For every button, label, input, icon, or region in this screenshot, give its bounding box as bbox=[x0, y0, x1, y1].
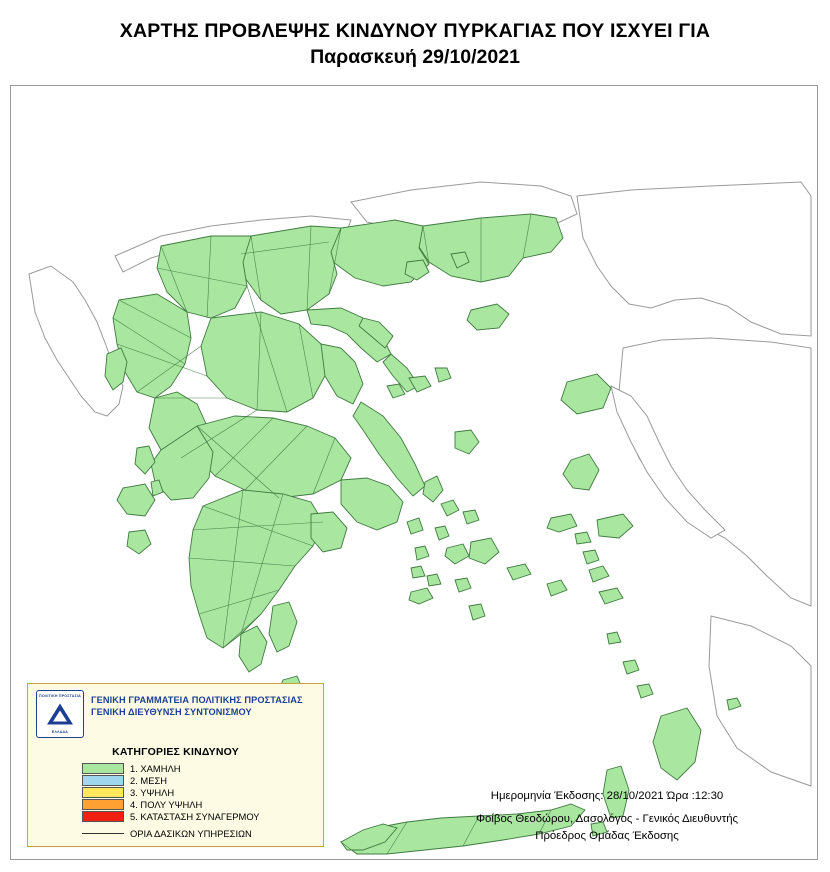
legend-boundary-label: ΟΡΙΑ ΔΑΣΙΚΩΝ ΥΠΗΡΕΣΙΩΝ bbox=[130, 828, 252, 839]
region-limnos bbox=[467, 304, 509, 330]
region-thrace bbox=[417, 214, 563, 282]
albania-outline bbox=[29, 266, 123, 416]
region-sporades-alonnisos bbox=[435, 368, 451, 382]
region-leros bbox=[583, 550, 599, 564]
page-title bbox=[0, 18, 830, 70]
legend-item-5 bbox=[82, 811, 315, 822]
region-samos bbox=[597, 514, 633, 538]
legend-label-2: 2. ΜΕΣΗ bbox=[130, 775, 168, 786]
region-tinos bbox=[441, 500, 459, 516]
region-nisyros bbox=[607, 632, 621, 644]
region-patmos bbox=[575, 532, 591, 544]
legend-label-4: 4. ΠΟΛΥ ΥΨΗΛΗ bbox=[130, 799, 203, 810]
legend-label-1: 1. ΧΑΜΗΛΗ bbox=[130, 763, 181, 774]
legend-boundary-item bbox=[36, 828, 315, 839]
legend-item-1 bbox=[82, 763, 315, 774]
legend-item-3 bbox=[82, 787, 315, 798]
legend-swatch-1 bbox=[82, 763, 124, 774]
organization-name bbox=[91, 690, 303, 718]
region-paros bbox=[445, 544, 469, 564]
title-line-1: ΧΑΡΤΗΣ ΠΡΟΒΛΕΨΗΣ ΚΙΝΔΥΝΟΥ ΠΥΡΚΑΓΙΑΣ ΠΟΥ ΙΣΧΥΕΙ ΓΙΑ bbox=[119, 20, 711, 42]
region-kea bbox=[407, 518, 423, 534]
author-role: Πρόεδρος Ομάδας Έκδοσης bbox=[535, 830, 679, 842]
region-pelion bbox=[321, 344, 363, 404]
legend-header bbox=[36, 690, 315, 738]
region-central-macedonia bbox=[241, 226, 341, 314]
logo-ring-bottom-text: ΕΛΛΑΔΑ bbox=[51, 730, 69, 734]
author-name: Φοίβος Θεοδώρου, Δασολόγος - Γενικός Διευθυντής bbox=[475, 813, 739, 825]
legend-category-list bbox=[36, 763, 315, 822]
region-astypalaia bbox=[547, 580, 567, 596]
map-legend bbox=[27, 683, 324, 847]
org-line-2: ΓΕΝΙΚΗ ΔΙΕΥΘΥΝΣΗ ΣΥΝΤΟΝΙΣΜΟΥ bbox=[91, 707, 252, 717]
legend-boundary-line-icon bbox=[82, 833, 124, 834]
region-zakynthos bbox=[127, 530, 151, 554]
region-attica bbox=[341, 478, 403, 530]
region-kythnos bbox=[415, 546, 429, 560]
civil-protection-logo-icon bbox=[36, 690, 84, 738]
issue-datetime: Ημερομηνία Έκδοσης: 28/10/2021 Ώρα :12:30 bbox=[490, 790, 724, 802]
org-line-1: ΓΕΝΙΚΗ ΓΡΑΜΜΑΤΕΙΑ ΠΟΛΙΤΙΚΗΣ ΠΡΟΣΤΑΣΙΑΣ bbox=[91, 695, 303, 705]
region-thessaly bbox=[201, 312, 327, 412]
legend-item-2 bbox=[82, 775, 315, 786]
logo-triangle-inner-icon bbox=[53, 710, 67, 721]
region-symi bbox=[637, 684, 653, 698]
region-naxos bbox=[469, 538, 499, 564]
region-mykonos bbox=[463, 510, 479, 524]
legend-label-3: 3. ΥΨΗΛΗ bbox=[130, 787, 175, 798]
region-syros bbox=[435, 526, 449, 540]
region-skyros bbox=[455, 430, 479, 454]
region-ikaria bbox=[547, 514, 577, 532]
map-credits bbox=[427, 788, 787, 845]
legend-label-5: 5. ΚΑΤΑΣΤΑΣΗ ΣΥΝΑΓΕΡΜΟΥ bbox=[130, 811, 260, 822]
region-kefalonia bbox=[117, 484, 155, 516]
region-kalymnos bbox=[589, 566, 609, 582]
region-kos bbox=[599, 588, 623, 604]
region-chios bbox=[563, 454, 599, 490]
legend-item-4 bbox=[82, 799, 315, 810]
region-tilos bbox=[623, 660, 639, 674]
logo-ring-top-text: ΠΟΛΙΤΙΚΗ ΠΡΟΣΤΑΣΙΑ bbox=[39, 694, 81, 698]
region-serifos bbox=[411, 566, 425, 578]
turkey-south-coast-outline bbox=[709, 616, 811, 786]
legend-swatch-4 bbox=[82, 799, 124, 810]
region-peloponnese bbox=[189, 490, 323, 648]
region-amorgos bbox=[507, 564, 531, 580]
region-ios bbox=[455, 578, 471, 592]
region-rhodes bbox=[653, 708, 701, 780]
legend-swatch-2 bbox=[82, 775, 124, 786]
region-laconia bbox=[269, 602, 297, 652]
region-sifnos bbox=[427, 574, 441, 586]
title-line-2: Παρασκευή 29/10/2021 bbox=[310, 46, 520, 68]
region-argolida bbox=[311, 512, 347, 552]
region-lesvos bbox=[561, 374, 611, 414]
legend-swatch-5 bbox=[82, 811, 124, 822]
turkey-outline bbox=[577, 182, 811, 336]
region-andros bbox=[423, 476, 443, 502]
region-mani bbox=[239, 626, 267, 672]
legend-swatch-3 bbox=[82, 787, 124, 798]
region-santorini bbox=[469, 604, 485, 620]
region-milos bbox=[409, 588, 433, 604]
legend-title: ΚΑΤΗΓΟΡΙΕΣ ΚΙΝΔΥΝΟΥ bbox=[112, 746, 239, 758]
region-epirus bbox=[113, 294, 191, 398]
map-canvas[interactable] bbox=[10, 85, 818, 860]
